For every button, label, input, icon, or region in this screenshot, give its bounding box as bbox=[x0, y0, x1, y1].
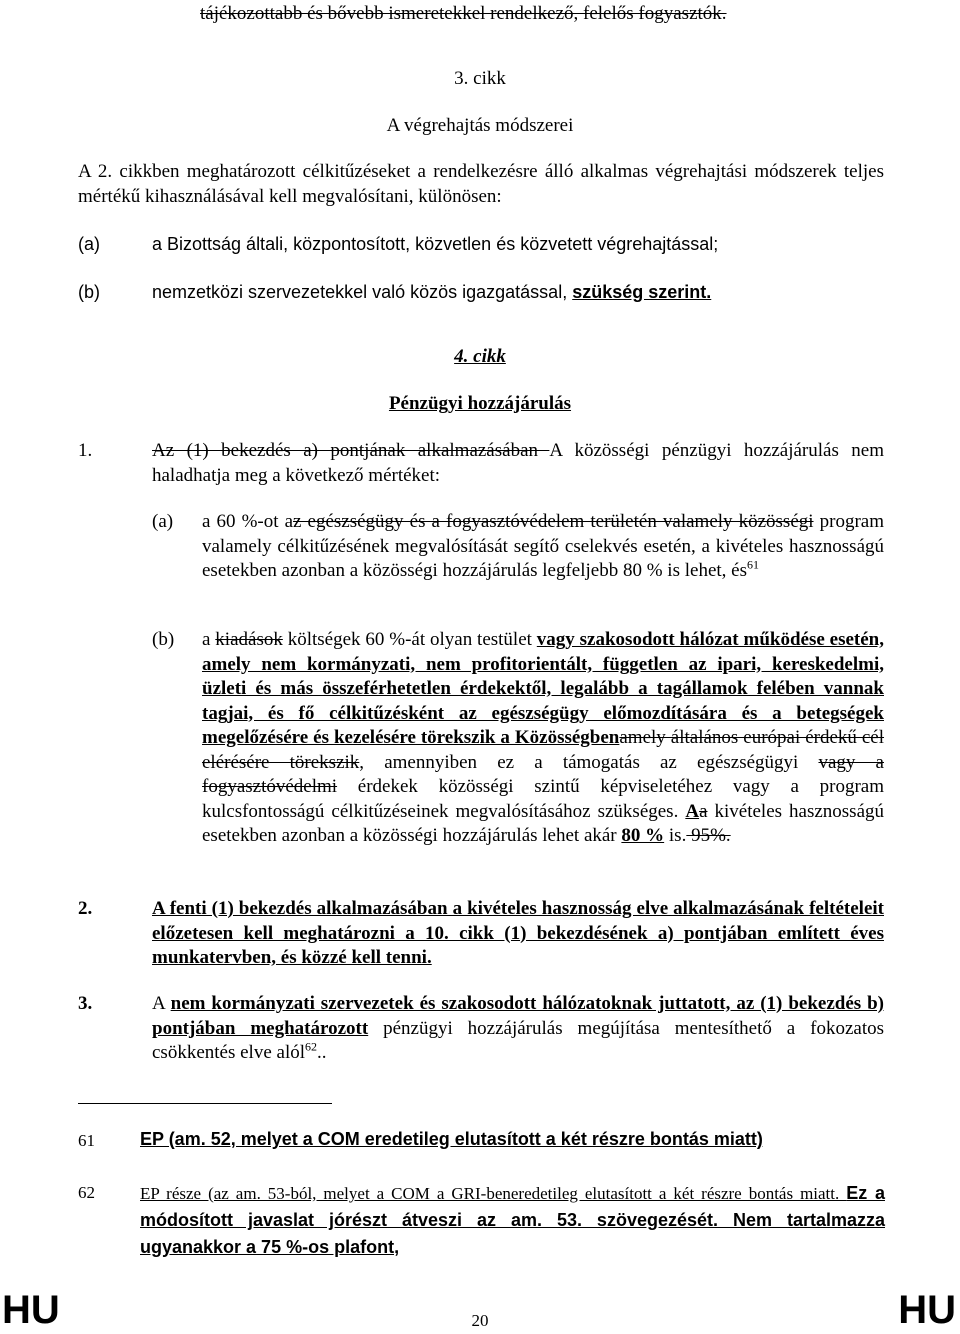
article-4-title: Pénzügyi hozzájárulás bbox=[388, 393, 572, 414]
language-code-left: HU bbox=[2, 1288, 60, 1332]
paragraph-1-number: 1. bbox=[78, 440, 93, 461]
page-number: 20 bbox=[471, 1311, 489, 1330]
point-a-text: a 60 %-ot az egészségügy és a fogyasztóvédelem területén valamely közösségi program valamely célkitűzésének megvalósítását segítő cselekvés esetén, a kivételes hasznosságú esetekben azonban a közösségi hozzájárulás legfeljebb 80 % is lehet, $és^{61}$ bbox=[202, 511, 884, 581]
deleted-text: z egészségügy és a fogyasztóvédelem területén valamely közösségi bbox=[293, 511, 814, 532]
paragraph-2-number: 2. bbox=[78, 898, 93, 919]
inserted-text: szükség szerint. bbox=[572, 282, 712, 302]
article-3-point-b-text: nemzetközi szervezetekkel való közös igazgatással, bbox=[152, 282, 573, 302]
point-b-text: a kiadások költségek 60 %-át olyan testület vagy szakosodott hálózat működése esetén, amely nem kormányzati, nem profitorientált, független az ipari, kereskedelmi, üzleti és más összeférhetetlen érdekektől, legalább a tagállamok felében vannak tagjai, és fő célkitűzésként az egészségügy előmozdítására és a betegségek megelőzésére és kezelésére törekszik a Közösségbenamely általános európai érdekű cél elérésére törekszik, amennyiben ez a támogatás az egészségügyi vagy a fogyasztóvédelmi érdekek közösségi szintű képviseletéhez vagy a program kulcsfontosságú célkitűzéseinek megvalósításához szükséges. Aa kivételes hasznosságú esetekben azonban a közösségi hozzájárulás lehet akár 80 % is. 95%. bbox=[202, 629, 885, 846]
point-a-label: (a) bbox=[152, 511, 174, 532]
language-code-right: HU bbox=[898, 1288, 956, 1332]
paragraph-3-text: A nem kormányzati szervezetek és szakosodott hálózatoknak juttatott, az (1) bekezdés b) pontjában meghatározott pénzügyi hozzájárulás megújítása mentesíthető a fokozatos csökkentés elve alól$^{62}$.. bbox=[152, 993, 884, 1063]
article-3-title: A végrehajtás módszerei bbox=[386, 115, 574, 136]
article-3-point-b-label: (b) bbox=[78, 282, 100, 302]
point-b-label: (b) bbox=[152, 629, 175, 650]
deleted-text: a bbox=[699, 800, 708, 822]
top-line bbox=[200, 2, 850, 27]
paragraph-2-text: A fenti (1) bekezdés alkalmazásában a kivételes hasznosság elve alkalmazásának feltételeit előzetesen kell meghatározni a 10. cikk (1) bekezdésének a) pontjában említett éves munkatervben, és közzé kell tenni. bbox=[152, 898, 884, 968]
footnote-separator bbox=[78, 1103, 332, 1104]
article-3-number: 3. cikk bbox=[454, 68, 506, 89]
inserted-text: vagy szakosodott hálózat működése esetén, amely nem kormányzati, nem profitorientált, független az ipari, kereskedelmi, üzleti és más összeférhetetlen érdekektől, legalább a tagállamok felében vannak tagjai, és fő célkitűzésként az egészségügy előmozdítására és a betegségek megelőzésére és kezelésére törekszik a Közösségben bbox=[202, 629, 884, 748]
article-3-point-b bbox=[152, 280, 892, 305]
inserted-text: nem kormányzati szervezetek és szakosodott hálózatoknak juttatott, az (1) bekezdés b) pontjában meghatározott bbox=[152, 993, 884, 1039]
deleted-text: tájékozottabb és bővebb ismeretekkel rendelkező, felelős fogyasztók. bbox=[200, 3, 727, 24]
article-4-number: 4. cikk bbox=[454, 346, 506, 367]
footnote-ref-61[interactable]: 61 bbox=[746, 557, 759, 572]
inserted-text: A bbox=[685, 800, 700, 822]
footnote-ref-62[interactable]: 62 bbox=[305, 1039, 318, 1054]
article-3-intro: A 2. cikkben meghatározott célkitűzéseket a rendelkezésre álló alkalmas végrehajtási módszerek teljes mértékű kihasználásával kell megvalósítani, különösen: bbox=[78, 161, 884, 207]
deleted-text: vagy a fogyasztóvédelmi bbox=[202, 751, 884, 797]
deleted-text: kiadások bbox=[215, 629, 283, 650]
deleted-text: 95%. bbox=[686, 825, 731, 846]
footnote-61-number: 61 bbox=[78, 1131, 95, 1150]
deleted-text: amely általános európai érdekű cél elérésére törekszik bbox=[202, 727, 885, 773]
paragraph-1-text: Az (1) bekezdés a) pontjának alkalmazásában A közösségi pénzügyi hozzájárulás nem haladhatja meg a következő mértéket: bbox=[152, 440, 884, 486]
article-3-point-a-label: (a) bbox=[78, 234, 100, 254]
paragraph-3-number: 3. bbox=[78, 993, 93, 1014]
footnote-62-number: 62 bbox=[78, 1183, 95, 1202]
inserted-text: 80 % bbox=[621, 825, 665, 846]
footnote-62-text: EP része (az am. 53-ból, melyet a COM a GRI-beneredetileg elutasított a két részre bontás miatt. Ez a módosított javaslat jórészt átveszi az am. 53. szövegezését. Nem tartalmazza ugyanakkor a 75 %-os plafont, bbox=[140, 1183, 885, 1257]
deleted-text: Az (1) bekezdés a) pontjának alkalmazásában bbox=[152, 440, 550, 461]
article-3-point-a-text: a Bizottság általi, központosított, közvetlen és közvetett végrehajtással; bbox=[152, 234, 719, 254]
footnote-61-text: EP (am. 52, melyet a COM eredetileg elutasított a két részre bontás miatt) bbox=[140, 1129, 763, 1149]
